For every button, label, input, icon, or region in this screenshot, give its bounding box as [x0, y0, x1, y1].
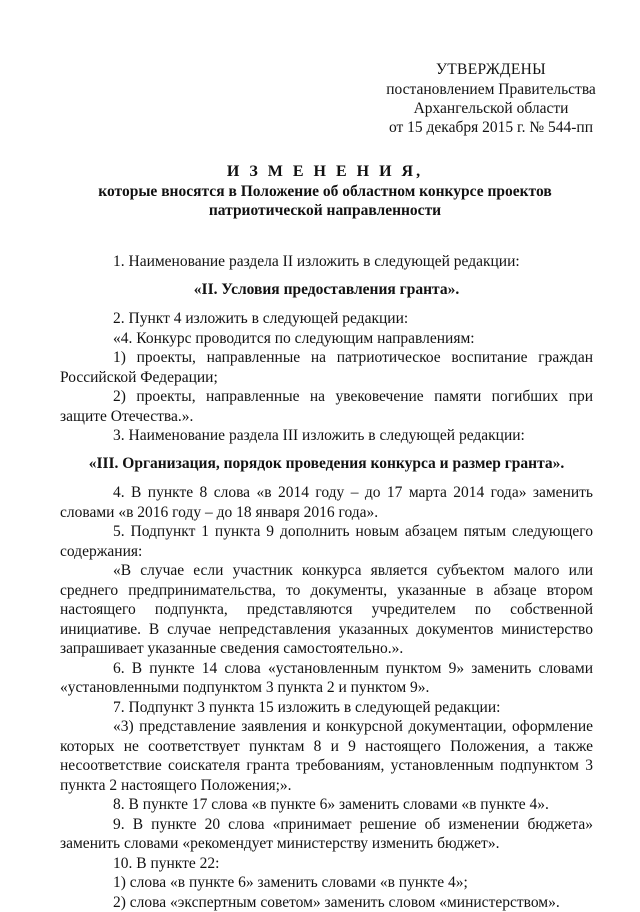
section-heading-3: «III. Организация, порядок проведения конкурса и размер гранта».: [60, 454, 593, 474]
approval-heading: УТВЕРЖДЕНЫ: [360, 60, 622, 79]
title-main: И З М Е Н Е Н И Я,: [60, 162, 590, 182]
approval-line-1: постановлением Правительства: [360, 80, 622, 99]
item-6: 6. В пункте 14 слова «установленным пунктом 9» заменить словами «установленными подпунктом 3 пункта 2 и пунктом 9».: [60, 659, 593, 698]
item-10: 10. В пункте 22:: [60, 854, 593, 874]
item-1: 1. Наименование раздела II изложить в следующей редакции:: [60, 252, 593, 272]
approval-block: [360, 60, 622, 137]
title-subtitle: которые вносятся в Положение об областном конкурсе проектов патриотической направленности: [60, 182, 590, 220]
document-title: [60, 162, 590, 220]
item-7: 7. Подпункт 3 пункта 15 изложить в следующей редакции:: [60, 698, 593, 718]
item-8: 8. В пункте 17 слова «в пункте 6» заменить словами «в пункте 4».: [60, 795, 593, 815]
item-2-sub-1: 1) проекты, направленные на патриотическое воспитание граждан Российской Федерации;: [60, 348, 593, 387]
item-10-sub-1: 1) слова «в пункте 6» заменить словами «в пункте 4»;: [60, 873, 593, 893]
item-2-sub-2: 2) проекты, направленные на увековечение памяти погибших при защите Отечества.».: [60, 387, 593, 426]
item-3: 3. Наименование раздела III изложить в следующей редакции:: [60, 426, 593, 446]
item-7-quote: «3) представление заявления и конкурсной документации, оформление которых не соответствует пунктам 8 и 9 настоящего Положения, а также несоответствие соискателя гранта требованиям, установленным подпунктом 3 пункта 2 настоящего Положения;».: [60, 717, 593, 795]
item-2-quote: «4. Конкурс проводится по следующим направлениям:: [60, 329, 593, 349]
section-heading-2: «II. Условия предоставления гранта».: [60, 280, 593, 300]
item-5-quote: «В случае если участник конкурса является субъектом малого или среднего предпринимательства, то документы, указанные в абзаце втором настоящего подпункта, представляются учредителем по собственной инициативе. В случае непредставления указанных документов министерство запрашивает указанные сведения самостоятельно.».: [60, 561, 593, 659]
approval-line-2: Архангельской области: [360, 99, 622, 118]
item-9: 9. В пункте 20 слова «принимает решение об изменении бюджета» заменить словами «рекомендует министерству изменить бюджет».: [60, 815, 593, 854]
item-10-sub-2: 2) слова «экспертным советом» заменить словом «министерством».: [60, 893, 593, 912]
approval-line-3: от 15 декабря 2015 г. № 544-пп: [360, 118, 622, 137]
item-2: 2. Пункт 4 изложить в следующей редакции:: [60, 309, 593, 329]
item-5: 5. Подпункт 1 пункта 9 дополнить новым абзацем пятым следующего содержания:: [60, 522, 593, 561]
document-body: [60, 252, 593, 912]
item-4: 4. В пункте 8 слова «в 2014 году – до 17 марта 2014 года» заменить словами «в 2016 году – до 18 января 2016 года».: [60, 483, 593, 522]
